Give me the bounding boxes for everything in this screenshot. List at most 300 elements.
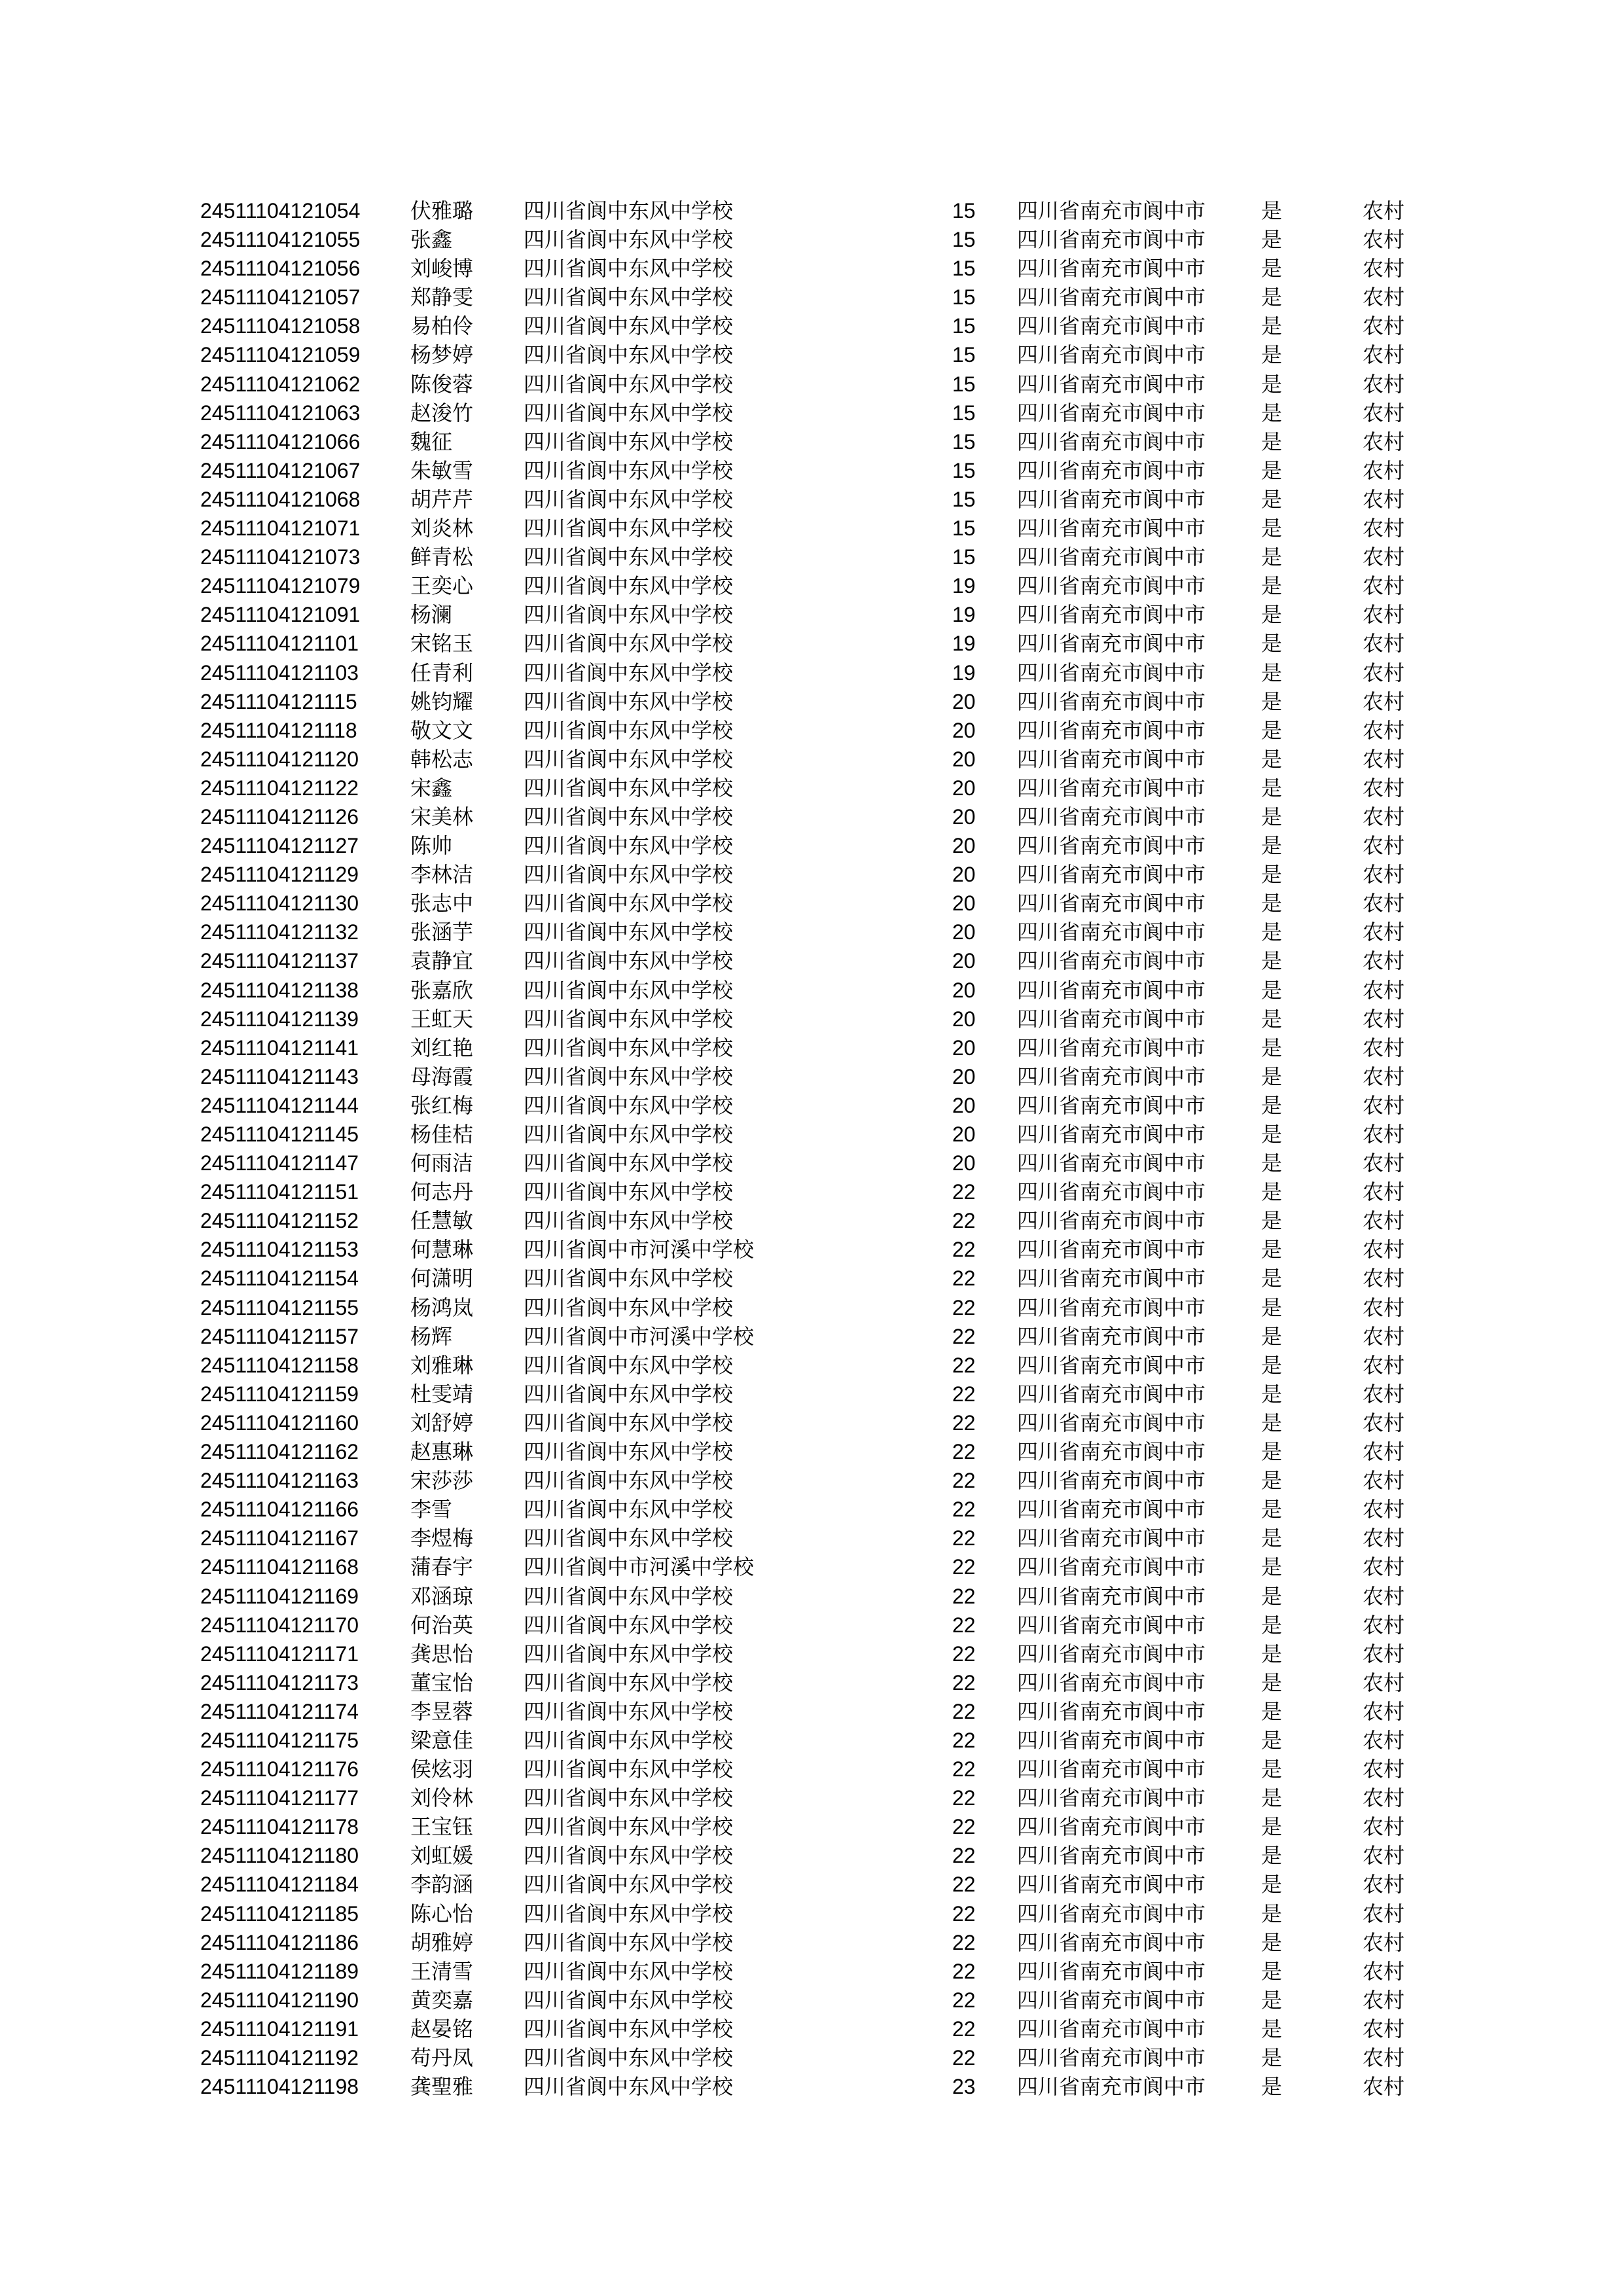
student-name-cell: 刘炎林 — [410, 516, 474, 541]
student-name-cell: 王虹天 — [410, 1007, 474, 1031]
group-number-cell: 22 — [952, 1815, 976, 1839]
region-cell: 四川省南充市阆中市 — [1017, 1324, 1206, 1348]
school-name-cell: 四川省阆中东风中学校 — [524, 1266, 734, 1291]
student-id-cell: 24511104121068 — [200, 487, 361, 511]
school-name-cell: 四川省阆中市河溪中学校 — [524, 1324, 755, 1348]
group-number-cell: 20 — [952, 776, 976, 800]
school-name-cell: 四川省阆中东风中学校 — [524, 1469, 734, 1493]
region-cell: 四川省南充市阆中市 — [1017, 632, 1206, 656]
group-number-cell: 20 — [952, 949, 976, 973]
school-name-cell: 四川省阆中东风中学校 — [524, 1410, 734, 1435]
student-id-cell: 24511104121163 — [200, 1469, 359, 1493]
household-type-cell: 农村 — [1363, 718, 1405, 742]
household-type-cell: 农村 — [1363, 1093, 1405, 1117]
eligibility-flag-cell: 是 — [1261, 603, 1283, 627]
student-id-cell: 24511104121157 — [200, 1324, 359, 1348]
student-name-cell: 蒲春宇 — [410, 1555, 474, 1579]
table-row — [0, 1986, 1623, 2015]
eligibility-flag-cell: 是 — [1261, 689, 1283, 713]
region-cell: 四川省南充市阆中市 — [1017, 458, 1206, 482]
group-number-cell: 15 — [952, 516, 976, 541]
group-number-cell: 20 — [952, 1122, 976, 1146]
student-id-cell: 24511104121103 — [200, 660, 359, 685]
eligibility-flag-cell: 是 — [1261, 863, 1283, 887]
household-type-cell: 农村 — [1363, 1613, 1405, 1637]
student-name-cell: 鲜青松 — [410, 545, 474, 569]
group-number-cell: 20 — [952, 1007, 976, 1031]
region-cell: 四川省南充市阆中市 — [1017, 1382, 1206, 1406]
table-row — [0, 1784, 1623, 1812]
eligibility-flag-cell: 是 — [1261, 1555, 1283, 1579]
table-row — [0, 427, 1623, 456]
group-number-cell: 20 — [952, 1093, 976, 1117]
region-cell: 四川省南充市阆中市 — [1017, 1093, 1206, 1117]
school-name-cell: 四川省阆中东风中学校 — [524, 1613, 734, 1637]
eligibility-flag-cell: 是 — [1261, 1410, 1283, 1435]
group-number-cell: 22 — [952, 1209, 976, 1233]
school-name-cell: 四川省阆中东风中学校 — [524, 343, 734, 367]
school-name-cell: 四川省阆中东风中学校 — [524, 1873, 734, 1897]
student-name-cell: 王宝钰 — [410, 1815, 474, 1839]
eligibility-flag-cell: 是 — [1261, 1180, 1283, 1204]
eligibility-flag-cell: 是 — [1261, 1238, 1283, 1262]
eligibility-flag-cell: 是 — [1261, 1324, 1283, 1348]
region-cell: 四川省南充市阆中市 — [1017, 949, 1206, 973]
student-name-cell: 李林洁 — [410, 863, 474, 887]
household-type-cell: 农村 — [1363, 1844, 1405, 1868]
eligibility-flag-cell: 是 — [1261, 1007, 1283, 1031]
household-type-cell: 农村 — [1363, 1526, 1405, 1551]
region-cell: 四川省南充市阆中市 — [1017, 1670, 1206, 1695]
eligibility-flag-cell: 是 — [1261, 1930, 1283, 1954]
table-row — [0, 1033, 1623, 1062]
school-name-cell: 四川省阆中东风中学校 — [524, 1382, 734, 1406]
household-type-cell: 农村 — [1363, 747, 1405, 771]
student-id-cell: 24511104121071 — [200, 516, 361, 541]
student-name-cell: 何慧琳 — [410, 1238, 474, 1262]
region-cell: 四川省南充市阆中市 — [1017, 1699, 1206, 1723]
group-number-cell: 20 — [952, 747, 976, 771]
group-number-cell: 20 — [952, 1151, 976, 1175]
student-id-cell: 24511104121067 — [200, 458, 361, 482]
group-number-cell: 15 — [952, 429, 976, 454]
student-id-cell: 24511104121159 — [200, 1382, 359, 1406]
household-type-cell: 农村 — [1363, 1901, 1405, 1926]
eligibility-flag-cell: 是 — [1261, 285, 1283, 310]
household-type-cell: 农村 — [1363, 1757, 1405, 1782]
group-number-cell: 22 — [952, 1873, 976, 1897]
household-type-cell: 农村 — [1363, 314, 1405, 338]
eligibility-flag-cell: 是 — [1261, 487, 1283, 511]
eligibility-flag-cell: 是 — [1261, 2046, 1283, 2070]
region-cell: 四川省南充市阆中市 — [1017, 689, 1206, 713]
eligibility-flag-cell: 是 — [1261, 228, 1283, 252]
group-number-cell: 15 — [952, 343, 976, 367]
table-row — [0, 1697, 1623, 1726]
group-number-cell: 22 — [952, 1757, 976, 1782]
school-name-cell: 四川省阆中东风中学校 — [524, 487, 734, 511]
household-type-cell: 农村 — [1363, 978, 1405, 1002]
school-name-cell: 四川省阆中东风中学校 — [524, 1295, 734, 1319]
eligibility-flag-cell: 是 — [1261, 1440, 1283, 1464]
group-number-cell: 20 — [952, 978, 976, 1002]
group-number-cell: 20 — [952, 891, 976, 916]
region-cell: 四川省南充市阆中市 — [1017, 603, 1206, 627]
school-name-cell: 四川省阆中东风中学校 — [524, 1901, 734, 1926]
student-id-cell: 24511104121073 — [200, 545, 361, 569]
eligibility-flag-cell: 是 — [1261, 1064, 1283, 1088]
group-number-cell: 20 — [952, 1064, 976, 1088]
eligibility-flag-cell: 是 — [1261, 632, 1283, 656]
table-row — [0, 1177, 1623, 1206]
student-id-cell: 24511104121186 — [200, 1930, 359, 1954]
eligibility-flag-cell: 是 — [1261, 804, 1283, 829]
eligibility-flag-cell: 是 — [1261, 1641, 1283, 1666]
table-row — [0, 1957, 1623, 1986]
group-number-cell: 22 — [952, 1266, 976, 1291]
region-cell: 四川省南充市阆中市 — [1017, 1151, 1206, 1175]
household-type-cell: 农村 — [1363, 1410, 1405, 1435]
region-cell: 四川省南充市阆中市 — [1017, 920, 1206, 944]
group-number-cell: 22 — [952, 1613, 976, 1637]
region-cell: 四川省南充市阆中市 — [1017, 2046, 1206, 2070]
household-type-cell: 农村 — [1363, 1324, 1405, 1348]
household-type-cell: 农村 — [1363, 1035, 1405, 1060]
household-type-cell: 农村 — [1363, 804, 1405, 829]
eligibility-flag-cell: 是 — [1261, 1498, 1283, 1522]
student-name-cell: 侯炫羽 — [410, 1757, 474, 1782]
group-number-cell: 15 — [952, 314, 976, 338]
table-row — [0, 1812, 1623, 1841]
student-name-cell: 宋铭玉 — [410, 632, 474, 656]
student-name-cell: 苟丹凤 — [410, 2046, 474, 2070]
household-type-cell: 农村 — [1363, 1151, 1405, 1175]
region-cell: 四川省南充市阆中市 — [1017, 199, 1206, 223]
group-number-cell: 22 — [952, 1526, 976, 1551]
group-number-cell: 22 — [952, 1180, 976, 1204]
school-name-cell: 四川省阆中东风中学校 — [524, 1035, 734, 1060]
group-number-cell: 22 — [952, 1382, 976, 1406]
school-name-cell: 四川省阆中东风中学校 — [524, 949, 734, 973]
school-name-cell: 四川省阆中市河溪中学校 — [524, 1555, 755, 1579]
household-type-cell: 农村 — [1363, 1295, 1405, 1319]
table-row — [0, 2072, 1623, 2101]
group-number-cell: 22 — [952, 1670, 976, 1695]
student-name-cell: 邓涵琼 — [410, 1584, 474, 1608]
region-cell: 四川省南充市阆中市 — [1017, 1526, 1206, 1551]
eligibility-flag-cell: 是 — [1261, 1873, 1283, 1897]
student-name-cell: 杜雯靖 — [410, 1382, 474, 1406]
eligibility-flag-cell: 是 — [1261, 1353, 1283, 1377]
student-name-cell: 何志丹 — [410, 1180, 474, 1204]
student-id-cell: 24511104121056 — [200, 257, 361, 281]
region-cell: 四川省南充市阆中市 — [1017, 863, 1206, 887]
student-name-cell: 杨鸿岚 — [410, 1295, 474, 1319]
household-type-cell: 农村 — [1363, 1873, 1405, 1897]
household-type-cell: 农村 — [1363, 1064, 1405, 1088]
student-name-cell: 郑静雯 — [410, 285, 474, 310]
group-number-cell: 20 — [952, 1035, 976, 1060]
table-row — [0, 1380, 1623, 1408]
household-type-cell: 农村 — [1363, 863, 1405, 887]
student-id-cell: 24511104121147 — [200, 1151, 359, 1175]
student-id-cell: 24511104121198 — [200, 2075, 359, 2099]
group-number-cell: 22 — [952, 1728, 976, 1752]
school-name-cell: 四川省阆中东风中学校 — [524, 863, 734, 887]
region-cell: 四川省南充市阆中市 — [1017, 574, 1206, 598]
table-row — [0, 1524, 1623, 1552]
household-type-cell: 农村 — [1363, 1238, 1405, 1262]
region-cell: 四川省南充市阆中市 — [1017, 1786, 1206, 1810]
table-row — [0, 399, 1623, 427]
table-row — [0, 485, 1623, 514]
eligibility-flag-cell: 是 — [1261, 920, 1283, 944]
region-cell: 四川省南充市阆中市 — [1017, 1064, 1206, 1088]
student-name-cell: 董宝怡 — [410, 1670, 474, 1695]
school-name-cell: 四川省阆中东风中学校 — [524, 1959, 734, 1983]
table-row — [0, 1091, 1623, 1120]
eligibility-flag-cell: 是 — [1261, 1584, 1283, 1608]
school-name-cell: 四川省阆中东风中学校 — [524, 401, 734, 425]
region-cell: 四川省南充市阆中市 — [1017, 1555, 1206, 1579]
student-id-cell: 24511104121184 — [200, 1873, 359, 1897]
region-cell: 四川省南充市阆中市 — [1017, 2075, 1206, 2099]
student-id-cell: 24511104121153 — [200, 1238, 359, 1262]
table-row — [0, 1062, 1623, 1091]
region-cell: 四川省南充市阆中市 — [1017, 1353, 1206, 1377]
eligibility-flag-cell: 是 — [1261, 574, 1283, 598]
eligibility-flag-cell: 是 — [1261, 1093, 1283, 1117]
household-type-cell: 农村 — [1363, 920, 1405, 944]
student-name-cell: 李韵涵 — [410, 1873, 474, 1897]
student-name-cell: 杨澜 — [410, 603, 453, 627]
region-cell: 四川省南充市阆中市 — [1017, 429, 1206, 454]
table-row — [0, 1870, 1623, 1899]
student-name-cell: 杨梦婷 — [410, 343, 474, 367]
student-id-cell: 24511104121091 — [200, 603, 361, 627]
household-type-cell: 农村 — [1363, 429, 1405, 454]
student-id-cell: 24511104121151 — [200, 1180, 359, 1204]
student-id-cell: 24511104121166 — [200, 1498, 359, 1522]
region-cell: 四川省南充市阆中市 — [1017, 1844, 1206, 1868]
student-name-cell: 李昱蓉 — [410, 1699, 474, 1723]
group-number-cell: 20 — [952, 718, 976, 742]
student-id-cell: 24511104121055 — [200, 228, 361, 252]
eligibility-flag-cell: 是 — [1261, 1786, 1283, 1810]
school-name-cell: 四川省阆中东风中学校 — [524, 1699, 734, 1723]
group-number-cell: 22 — [952, 1353, 976, 1377]
school-name-cell: 四川省阆中东风中学校 — [524, 776, 734, 800]
eligibility-flag-cell: 是 — [1261, 343, 1283, 367]
region-cell: 四川省南充市阆中市 — [1017, 834, 1206, 858]
student-id-cell: 24511104121192 — [200, 2046, 359, 2070]
school-name-cell: 四川省阆中东风中学校 — [524, 257, 734, 281]
student-id-cell: 24511104121126 — [200, 804, 359, 829]
table-row — [0, 1005, 1623, 1033]
student-id-cell: 24511104121177 — [200, 1786, 359, 1810]
region-cell: 四川省南充市阆中市 — [1017, 372, 1206, 396]
table-row — [0, 1928, 1623, 1957]
student-name-cell: 魏征 — [410, 429, 453, 454]
region-cell: 四川省南充市阆中市 — [1017, 285, 1206, 310]
student-id-cell: 24511104121169 — [200, 1584, 359, 1608]
eligibility-flag-cell: 是 — [1261, 458, 1283, 482]
group-number-cell: 22 — [952, 2017, 976, 2041]
student-name-cell: 陈俊蓉 — [410, 372, 474, 396]
group-number-cell: 15 — [952, 199, 976, 223]
student-id-cell: 24511104121122 — [200, 776, 359, 800]
student-name-cell: 刘舒婷 — [410, 1410, 474, 1435]
region-cell: 四川省南充市阆中市 — [1017, 776, 1206, 800]
student-id-cell: 24511104121185 — [200, 1901, 359, 1926]
region-cell: 四川省南充市阆中市 — [1017, 1007, 1206, 1031]
table-row — [0, 2043, 1623, 2072]
table-row — [0, 370, 1623, 399]
student-name-cell: 任青利 — [410, 660, 474, 685]
student-id-cell: 24511104121154 — [200, 1266, 359, 1291]
school-name-cell: 四川省阆中东风中学校 — [524, 574, 734, 598]
region-cell: 四川省南充市阆中市 — [1017, 1584, 1206, 1608]
region-cell: 四川省南充市阆中市 — [1017, 516, 1206, 541]
household-type-cell: 农村 — [1363, 1699, 1405, 1723]
eligibility-flag-cell: 是 — [1261, 1844, 1283, 1868]
table-row — [0, 1466, 1623, 1495]
student-id-cell: 24511104121130 — [200, 891, 359, 916]
group-number-cell: 22 — [952, 1930, 976, 1954]
region-cell: 四川省南充市阆中市 — [1017, 1988, 1206, 2012]
eligibility-flag-cell: 是 — [1261, 1151, 1283, 1175]
table-row — [0, 571, 1623, 600]
student-id-cell: 24511104121059 — [200, 343, 361, 367]
table-row — [0, 456, 1623, 485]
region-cell: 四川省南充市阆中市 — [1017, 1295, 1206, 1319]
school-name-cell: 四川省阆中东风中学校 — [524, 603, 734, 627]
eligibility-flag-cell: 是 — [1261, 314, 1283, 338]
table-row — [0, 918, 1623, 946]
table-row — [0, 716, 1623, 745]
table-row — [0, 2015, 1623, 2043]
school-name-cell: 四川省阆中东风中学校 — [524, 1180, 734, 1204]
region-cell: 四川省南充市阆中市 — [1017, 1728, 1206, 1752]
household-type-cell: 农村 — [1363, 401, 1405, 425]
group-number-cell: 19 — [952, 660, 976, 685]
household-type-cell: 农村 — [1363, 199, 1405, 223]
school-name-cell: 四川省阆中东风中学校 — [524, 632, 734, 656]
table-row — [0, 1841, 1623, 1870]
student-id-cell: 24511104121155 — [200, 1295, 359, 1319]
group-number-cell: 22 — [952, 1410, 976, 1435]
student-name-cell: 龚思怡 — [410, 1641, 474, 1666]
school-name-cell: 四川省阆中东风中学校 — [524, 1728, 734, 1752]
student-name-cell: 赵浚竹 — [410, 401, 474, 425]
table-row — [0, 1640, 1623, 1668]
student-id-cell: 24511104121132 — [200, 920, 359, 944]
school-name-cell: 四川省阆中市河溪中学校 — [524, 1238, 755, 1262]
table-row — [0, 860, 1623, 889]
group-number-cell: 22 — [952, 1584, 976, 1608]
table-row — [0, 1264, 1623, 1293]
eligibility-flag-cell: 是 — [1261, 891, 1283, 916]
student-id-cell: 24511104121178 — [200, 1815, 359, 1839]
student-id-cell: 24511104121174 — [200, 1699, 359, 1723]
region-cell: 四川省南充市阆中市 — [1017, 1901, 1206, 1926]
student-name-cell: 龚聖雅 — [410, 2075, 474, 2099]
group-number-cell: 20 — [952, 863, 976, 887]
student-id-cell: 24511104121129 — [200, 863, 359, 887]
table-row — [0, 600, 1623, 629]
student-name-cell: 刘虹媛 — [410, 1844, 474, 1868]
household-type-cell: 农村 — [1363, 2017, 1405, 2041]
household-type-cell: 农村 — [1363, 343, 1405, 367]
student-id-cell: 24511104121144 — [200, 1093, 359, 1117]
table-row — [0, 889, 1623, 918]
student-id-cell: 24511104121180 — [200, 1844, 359, 1868]
eligibility-flag-cell: 是 — [1261, 257, 1283, 281]
region-cell: 四川省南充市阆中市 — [1017, 1757, 1206, 1782]
eligibility-flag-cell: 是 — [1261, 372, 1283, 396]
region-cell: 四川省南充市阆中市 — [1017, 1815, 1206, 1839]
student-id-cell: 24511104121175 — [200, 1728, 359, 1752]
table-row — [0, 1293, 1623, 1322]
eligibility-flag-cell: 是 — [1261, 1209, 1283, 1233]
household-type-cell: 农村 — [1363, 1959, 1405, 1983]
student-id-cell: 24511104121168 — [200, 1555, 359, 1579]
group-number-cell: 20 — [952, 689, 976, 713]
student-id-cell: 24511104121160 — [200, 1410, 359, 1435]
table-row — [0, 1235, 1623, 1264]
table-row — [0, 658, 1623, 687]
household-type-cell: 农村 — [1363, 1815, 1405, 1839]
eligibility-flag-cell: 是 — [1261, 1613, 1283, 1637]
region-cell: 四川省南充市阆中市 — [1017, 891, 1206, 916]
school-name-cell: 四川省阆中东风中学校 — [524, 978, 734, 1002]
school-name-cell: 四川省阆中东风中学校 — [524, 891, 734, 916]
group-number-cell: 19 — [952, 632, 976, 656]
eligibility-flag-cell: 是 — [1261, 1901, 1283, 1926]
eligibility-flag-cell: 是 — [1261, 1469, 1283, 1493]
group-number-cell: 22 — [952, 2046, 976, 2070]
student-name-cell: 李煜梅 — [410, 1526, 474, 1551]
school-name-cell: 四川省阆中东风中学校 — [524, 1093, 734, 1117]
school-name-cell: 四川省阆中东风中学校 — [524, 747, 734, 771]
household-type-cell: 农村 — [1363, 1469, 1405, 1493]
region-cell: 四川省南充市阆中市 — [1017, 1238, 1206, 1262]
student-name-cell: 母海霞 — [410, 1064, 474, 1088]
student-id-cell: 24511104121062 — [200, 372, 361, 396]
household-type-cell: 农村 — [1363, 516, 1405, 541]
student-id-cell: 24511104121141 — [200, 1035, 359, 1060]
region-cell: 四川省南充市阆中市 — [1017, 1440, 1206, 1464]
table-row — [0, 1755, 1623, 1784]
student-name-cell: 王奕心 — [410, 574, 474, 598]
eligibility-flag-cell: 是 — [1261, 1988, 1283, 2012]
household-type-cell: 农村 — [1363, 1728, 1405, 1752]
household-type-cell: 农村 — [1363, 545, 1405, 569]
eligibility-flag-cell: 是 — [1261, 1035, 1283, 1060]
student-id-cell: 24511104121162 — [200, 1440, 359, 1464]
table-row — [0, 1582, 1623, 1611]
table-row — [0, 831, 1623, 860]
group-number-cell: 22 — [952, 1786, 976, 1810]
group-number-cell: 22 — [952, 1295, 976, 1319]
household-type-cell: 农村 — [1363, 776, 1405, 800]
student-name-cell: 刘红艳 — [410, 1035, 474, 1060]
student-id-cell: 24511104121057 — [200, 285, 361, 310]
region-cell: 四川省南充市阆中市 — [1017, 228, 1206, 252]
student-id-cell: 24511104121176 — [200, 1757, 359, 1782]
student-name-cell: 黄奕嘉 — [410, 1988, 474, 2012]
school-name-cell: 四川省阆中东风中学校 — [524, 920, 734, 944]
